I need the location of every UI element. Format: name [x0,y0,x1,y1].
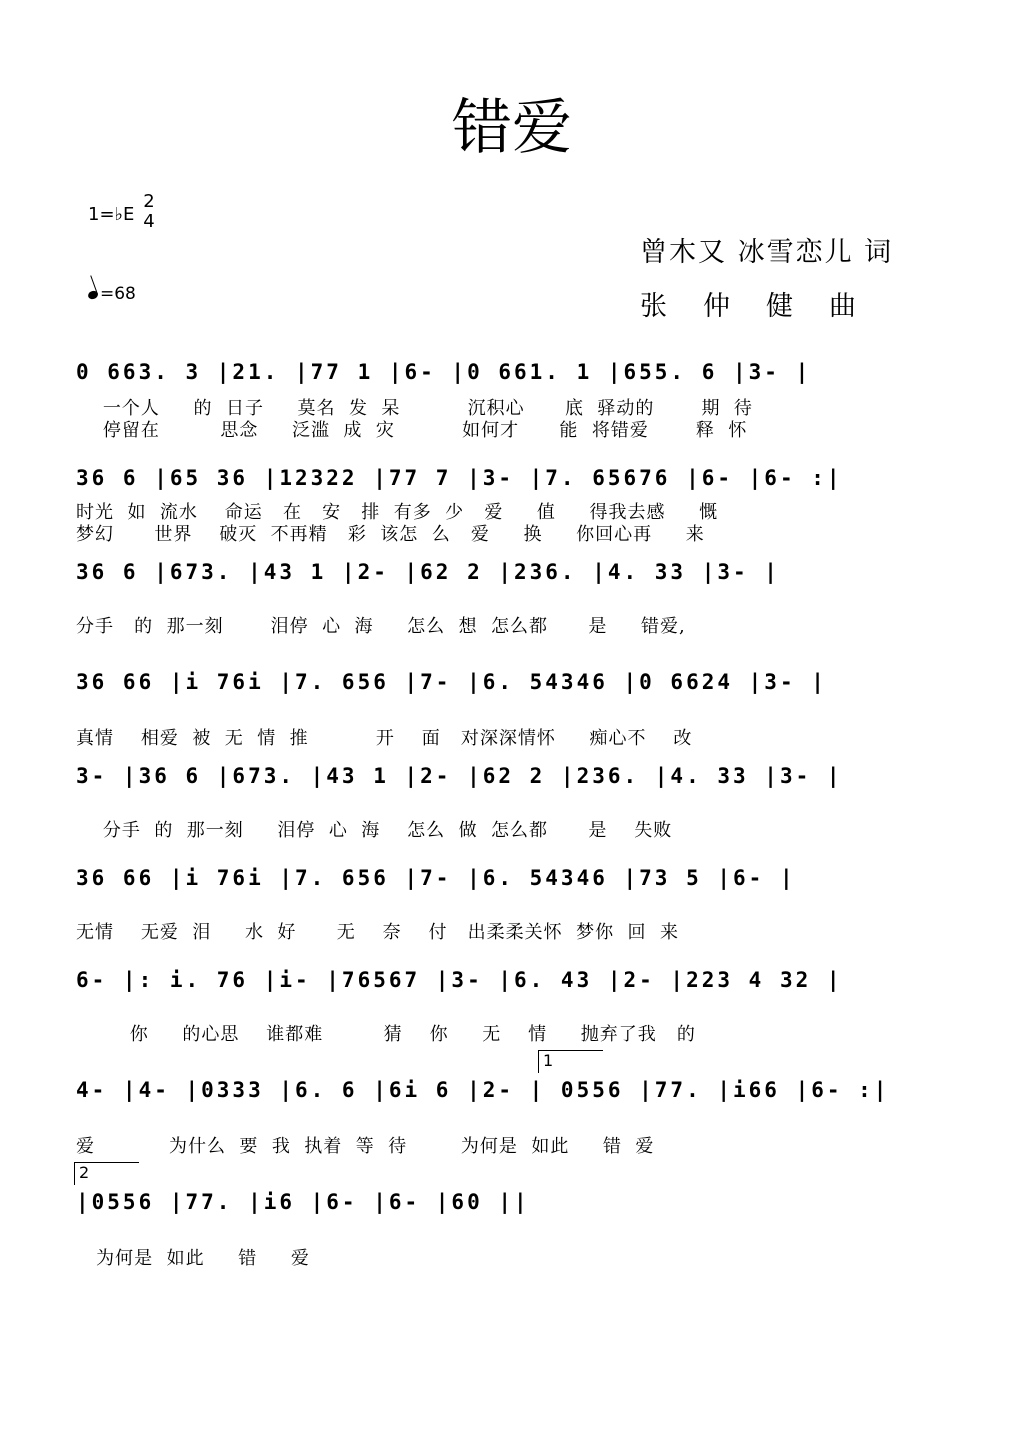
lyric-line: 一个人 的 日子 莫名 发 呆 沉积心 底 驿动的 期 待 [76,398,753,419]
lyric-line: 为何是 如此 错 爱 [76,1248,310,1269]
notation-row: 36 6 |65 36 |12322 |77 7 |3- |7. 65676 |6- |6- :| [76,466,843,490]
time-signature [140,192,158,232]
lyric-line: 你 的心思 谁都难 猜 你 无 情 抛弃了我 的 [76,1024,696,1045]
lyric-line: 分手 的 那一刻 泪停 心 海 怎么 做 怎么都 是 失败 [76,820,673,841]
notation-row: |0556 |77. |i6 |6- |6- |60 || [76,1190,530,1214]
lyric-line: 停留在 思念 泛滥 成 灾 如何才 能 将错爱 释 怀 [76,420,748,441]
lyric-line: 时光 如 流水 命运 在 安 排 有多 少 爱 值 得我去感 慨 [76,502,719,523]
tempo-marking [88,284,136,304]
notation-row: 36 66 |i 76i |7. 656 |7- |6. 54346 |0 6624 |3- | [76,670,827,694]
key-signature: 1=♭E [88,204,135,225]
composer-credit: 张仲健曲 [640,291,892,322]
notation-row: 36 6 |673. |43 1 |2- |62 2 |236. |4. 33 |3- | [76,560,780,584]
lyric-line: 无情 无爱 泪 水 好 无 奈 付 出柔柔关怀 梦你 回 来 [76,922,679,943]
notation-row: 4- |4- |0333 |6. 6 |6i 6 |2- | 0556 |77. |i66 |6- :| [76,1078,890,1102]
volta-bracket-1: 1 [538,1050,603,1073]
tempo-value: =68 [100,284,136,304]
notation-row: 6- |: i. 76 |i- |76567 |3- |6. 43 |2- |223 4 32 | [76,968,843,992]
time-sig-bottom: 4 [143,211,155,232]
notation-row: 3- |36 6 |673. |43 1 |2- |62 2 |236. |4. 33 |3- | [76,764,843,788]
lyric-line: 梦幻 世界 破灭 不再精 彩 该怎 么 爱 换 你回心再 来 [76,524,705,545]
lyric-line: 爱 为什么 要 我 执着 等 待 为何是 如此 错 爱 [76,1136,655,1157]
lyric-line: 真情 相爱 被 无 情 推 开 面 对深深情怀 痴心不 改 [76,728,693,749]
notation-row: 0 663. 3 |21. |77 1 |6- |0 661. 1 |655. 6 |3- | [76,360,812,384]
volta-bracket-2: 2 [74,1162,139,1185]
song-title: 错爱 [452,93,572,163]
quarter-note-icon [87,290,99,301]
time-sig-top: 2 [143,191,155,212]
lyric-line: 分手 的 那一刻 泪停 心 海 怎么 想 怎么都 是 错爱, [76,616,686,637]
lyricist-credit: 曾木又 冰雪恋儿 词 [640,237,894,268]
notation-row: 36 66 |i 76i |7. 656 |7- |6. 54346 |73 5 |6- | [76,866,796,890]
